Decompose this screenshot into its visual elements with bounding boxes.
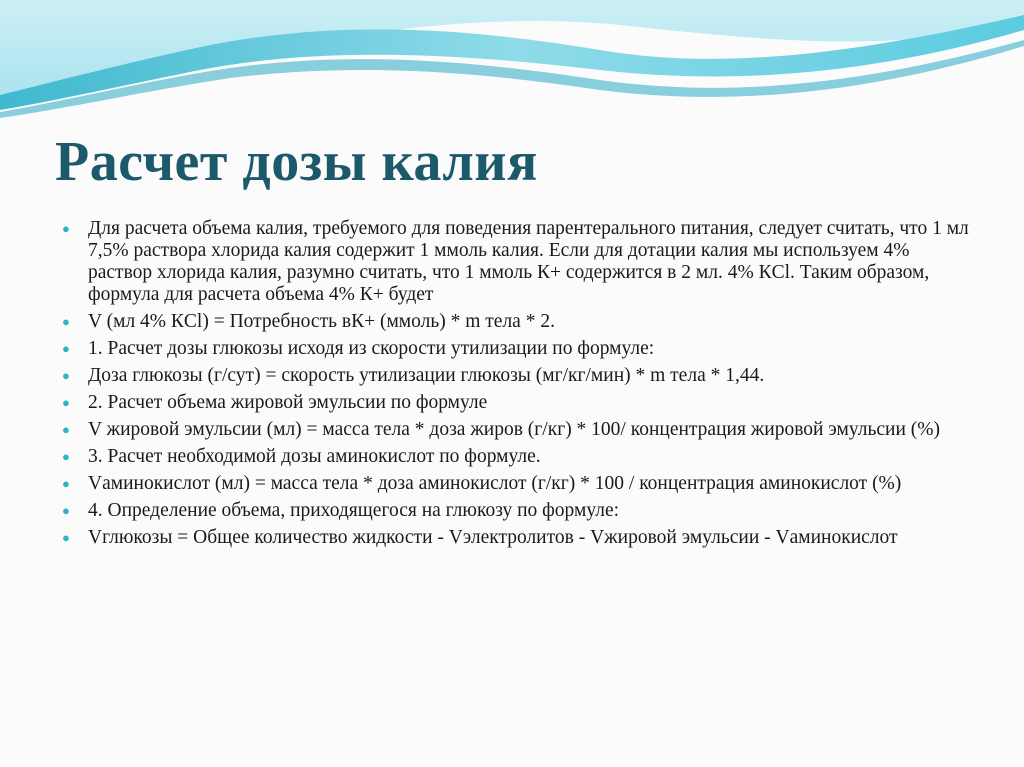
header-wave-decoration — [0, 0, 1024, 130]
circle-bullet-icon: ● — [62, 422, 70, 437]
list-item — [60, 473, 970, 495]
list-item — [60, 311, 970, 333]
list-item — [60, 446, 970, 468]
circle-bullet-icon: ● — [62, 314, 70, 329]
list-item-text: 4. Определение объема, приходящегося на глюкозу по формуле: — [88, 500, 620, 521]
circle-bullet-icon: ● — [62, 368, 70, 383]
list-item-text: Vаминокислот (мл) = масса тела * доза аминокислот (г/кг) * 100 / концентрация аминокислот (%) — [88, 473, 902, 494]
list-item-text: 2. Расчет объема жировой эмульсии по формуле — [88, 392, 488, 413]
list-item — [60, 365, 970, 387]
circle-bullet-icon: ● — [62, 449, 70, 464]
list-item-text: 1. Расчет дозы глюкозы исходя из скорости утилизации по формуле: — [88, 338, 655, 359]
list-item — [60, 338, 970, 360]
list-item — [60, 419, 970, 441]
slide-title: Расчет дозы калия — [55, 131, 538, 193]
list-item-text: 3. Расчет необходимой дозы аминокислот по формуле. — [88, 446, 541, 467]
list-item-text: V жировой эмульсии (мл) = масса тела * доза жиров (г/кг) * 100/ концентрация жировой эмульсии (%) — [88, 419, 941, 440]
circle-bullet-icon: ● — [62, 530, 70, 545]
list-item-text: V (мл 4% КCl) = Потребность вК+ (ммоль) * m тела * 2. — [88, 311, 555, 332]
circle-bullet-icon: ● — [62, 221, 70, 236]
list-item-text: Доза глюкозы (г/сут) = скорость утилизации глюкозы (мг/кг/мин) * m тела * 1,44. — [88, 365, 765, 386]
list-item — [60, 500, 970, 522]
bullet-list — [60, 218, 970, 554]
circle-bullet-icon: ● — [62, 395, 70, 410]
list-item-text: Vглюкозы = Общее количество жидкости - Vэлектролитов - Vжировой эмульсии - Vаминокислот — [88, 527, 898, 548]
list-item-text: Для расчета объема калия, требуемого для поведения парентерального питания, следует считать, что 1 мл 7,5% раствора хлорида калия содержит 1 ммоль калия. Если для дотации калия мы используем 4% раствор хлорида калия, разумно считать, что 1 ммоль К+ содержится в 2 мл. 4% КCl. Таким образом, формула для расчета объема 4% К+ будет — [88, 218, 969, 305]
circle-bullet-icon: ● — [62, 476, 70, 491]
list-item — [60, 218, 970, 306]
circle-bullet-icon: ● — [62, 503, 70, 518]
list-item — [60, 392, 970, 414]
list-item — [60, 527, 970, 549]
circle-bullet-icon: ● — [62, 341, 70, 356]
